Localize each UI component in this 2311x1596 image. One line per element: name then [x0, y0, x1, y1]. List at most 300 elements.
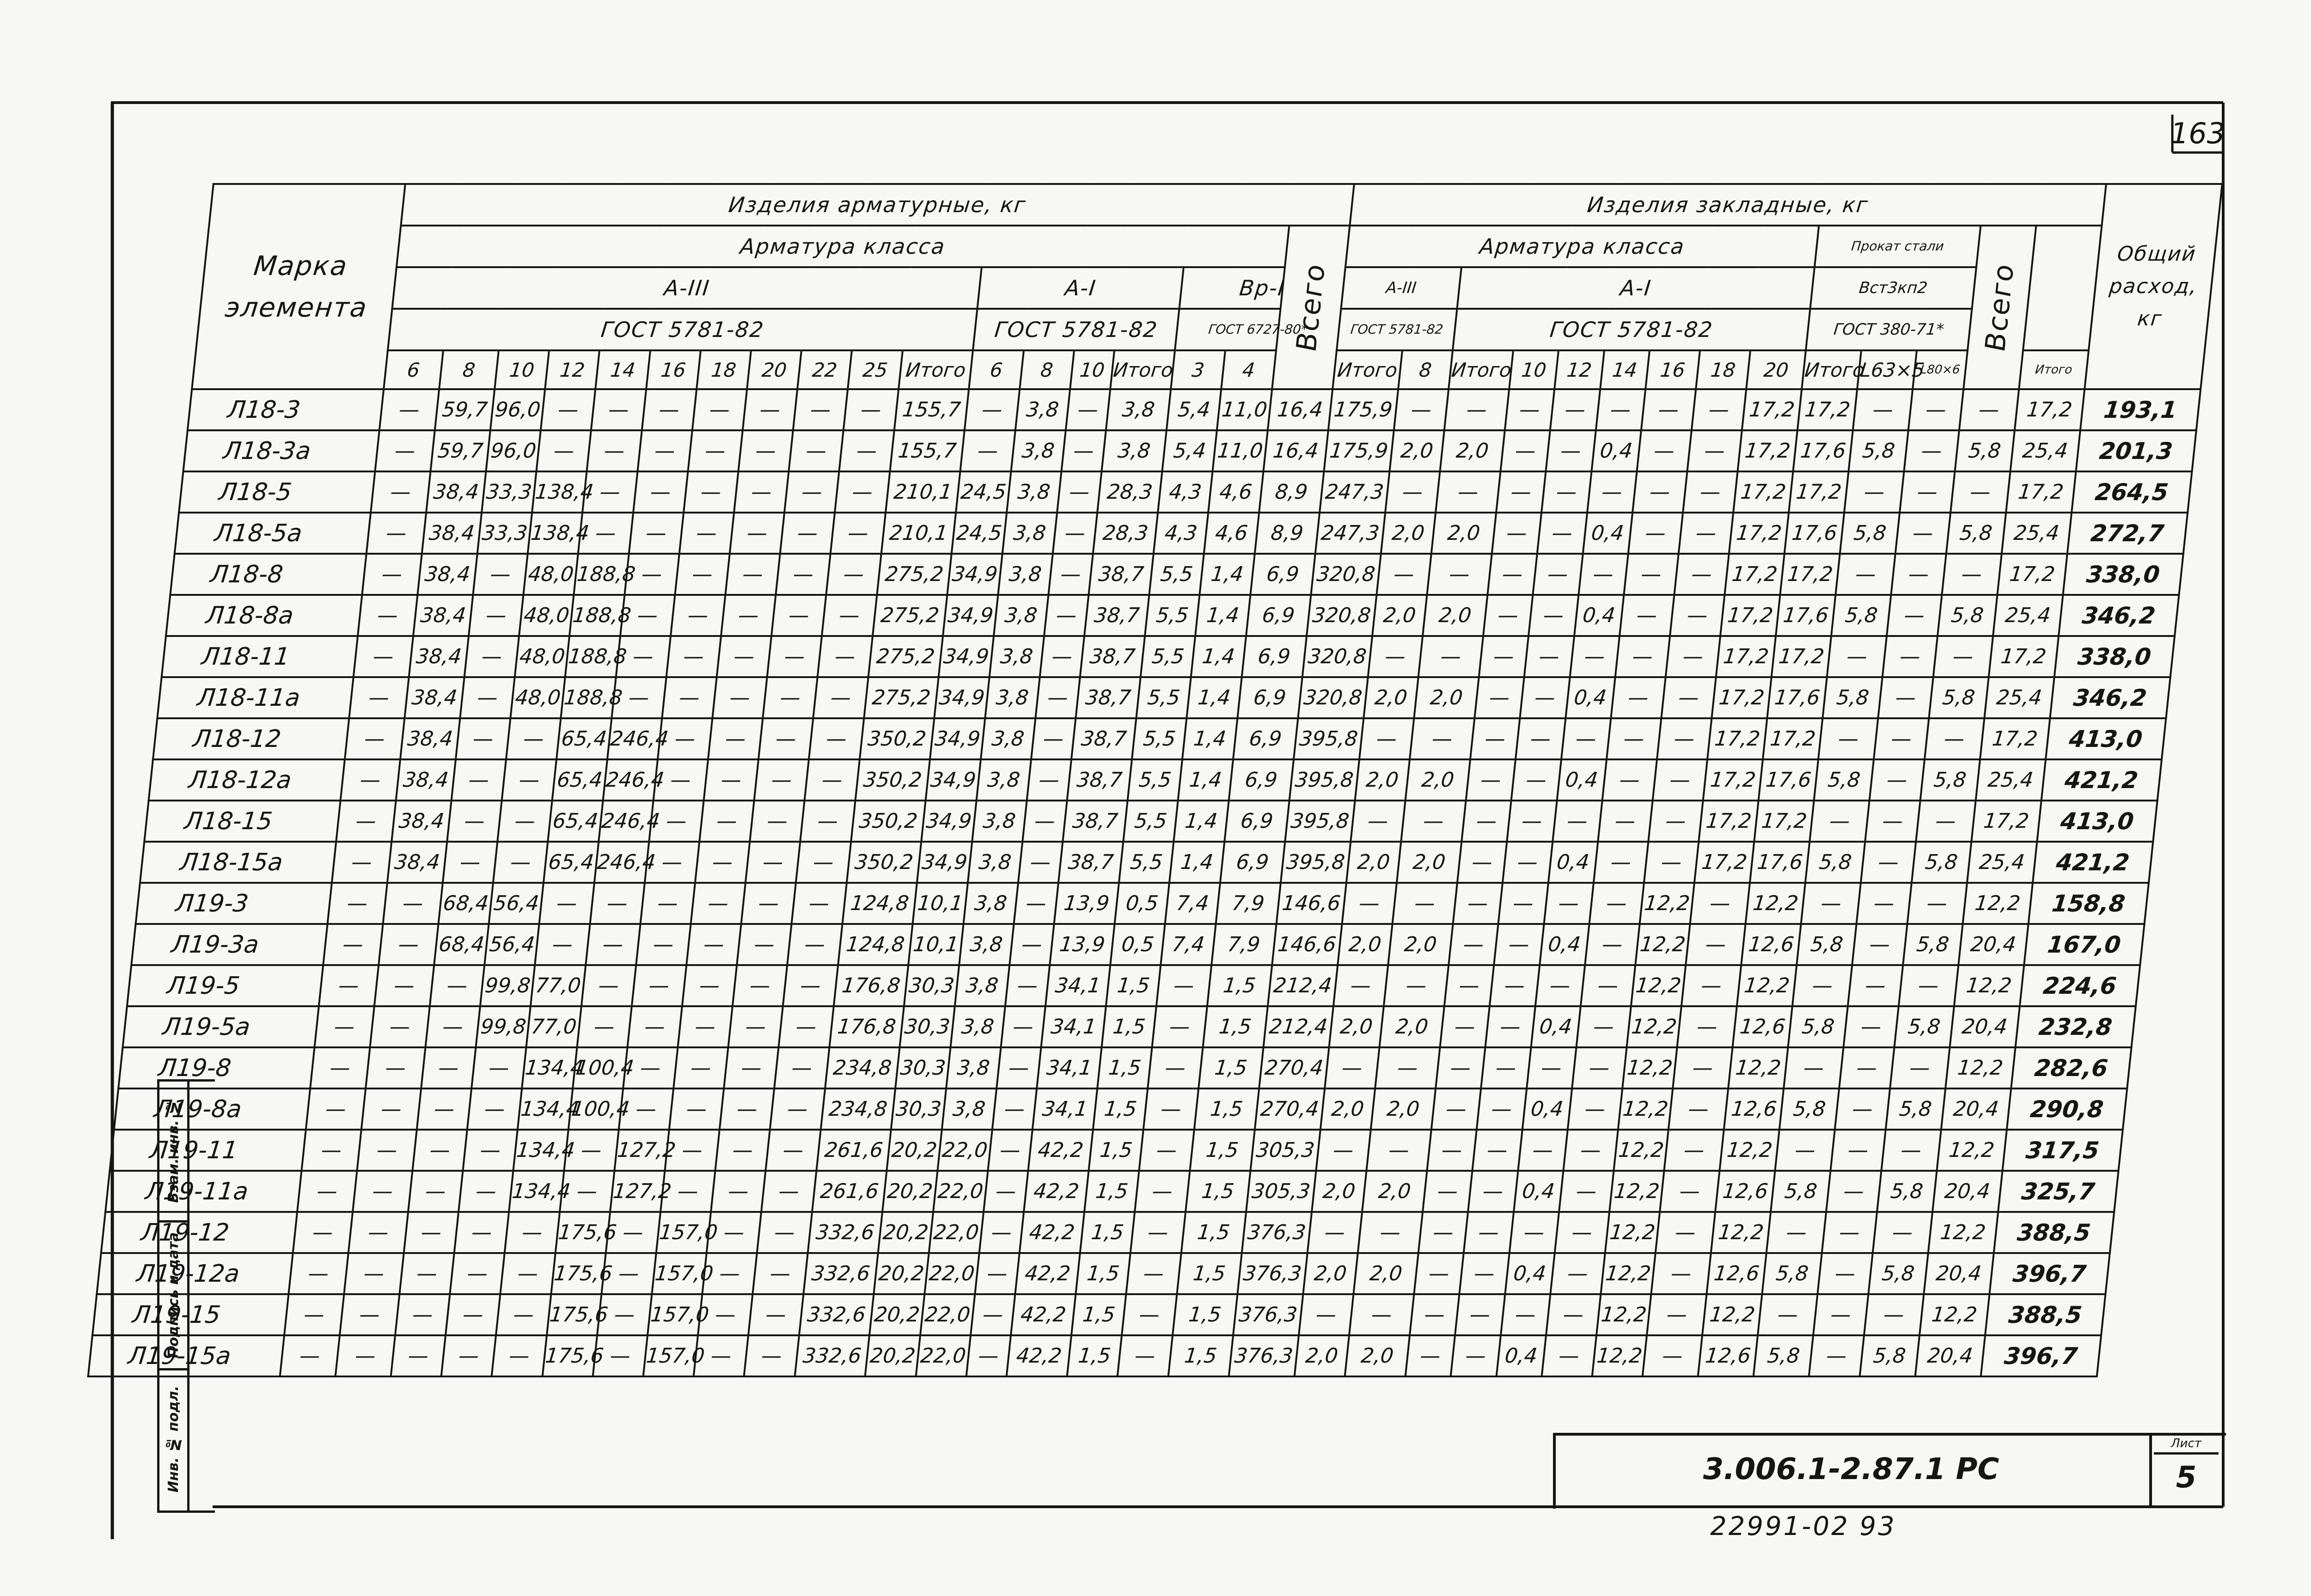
- table-cell: —: [1418, 636, 1483, 677]
- table-cell: 22,0: [924, 1253, 979, 1294]
- table-cell: 1,5: [1102, 1006, 1157, 1047]
- size-header: 10: [495, 350, 549, 389]
- table-cell: 5,4: [1162, 430, 1217, 471]
- table-cell: 28,3: [1093, 513, 1158, 554]
- table-cell: 3,8: [946, 1047, 1001, 1088]
- table-cell: 5,8: [1849, 430, 1908, 471]
- table-cell: —: [1679, 513, 1734, 554]
- table-cell: 38,4: [404, 677, 464, 718]
- table-cell: 1,5: [1198, 1047, 1264, 1088]
- table-cell: 332,6: [799, 1294, 874, 1335]
- table-cell: —: [379, 389, 439, 430]
- table-cell: 17,2: [1716, 636, 1776, 677]
- table-cell: 320,8: [1311, 554, 1381, 595]
- table-cell: 12,2: [1963, 883, 2032, 924]
- table-cell: —: [979, 1212, 1024, 1253]
- table-cell: —: [1044, 595, 1089, 636]
- table-cell: —: [362, 554, 422, 595]
- table-cell: —: [1835, 1088, 1890, 1130]
- table-cell: —: [1351, 801, 1406, 842]
- table-cell: —: [537, 430, 592, 471]
- table-cell: 3,8: [989, 636, 1044, 677]
- table-cell: 25,4: [1993, 595, 2063, 636]
- row-mark: Л18-5а: [175, 513, 371, 554]
- table-cell: 65,4: [544, 842, 599, 883]
- table-cell: 5,8: [1797, 924, 1857, 965]
- table-cell: 1,5: [1173, 1294, 1238, 1335]
- table-cell: 395,8: [1285, 801, 1355, 842]
- table-row: [170, 554, 2183, 595]
- size-header: 18: [1696, 350, 1750, 389]
- table-cell: —: [314, 1006, 374, 1047]
- table-cell: —: [1632, 471, 1687, 513]
- table-cell: —: [671, 595, 726, 636]
- size-header: 8: [439, 350, 499, 389]
- table-cell: —: [738, 430, 793, 471]
- table-cell: 38,4: [391, 801, 451, 842]
- table-cell: —: [1870, 759, 1925, 801]
- table-cell: 5,8: [1938, 595, 1997, 636]
- table-cell: —: [1455, 1294, 1505, 1335]
- table-cell: —: [349, 677, 409, 718]
- table-cell: 6,9: [1241, 636, 1307, 677]
- table-cell: 12,2: [1614, 1130, 1669, 1171]
- table-cell: —: [332, 842, 391, 883]
- table-cell: 24,5: [956, 471, 1011, 513]
- table-cell: —: [629, 513, 684, 554]
- table-cell: 33,3: [482, 471, 537, 513]
- table-cell: —: [733, 965, 788, 1006]
- table-cell: 2,0: [1414, 677, 1479, 718]
- table-cell: 12,6: [1698, 1335, 1758, 1376]
- table-cell: —: [665, 1130, 720, 1171]
- table-cell: —: [1653, 759, 1708, 801]
- table-cell: 12,2: [1737, 965, 1797, 1006]
- table-cell: 17,2: [1797, 389, 1857, 430]
- table-cell: —: [447, 801, 502, 842]
- table-cell: —: [611, 677, 666, 718]
- row-mark: Л19-15а: [88, 1335, 284, 1376]
- table-cell: 48,0: [515, 636, 570, 677]
- table-cell: 134,4: [518, 1088, 573, 1130]
- table-cell: —: [1358, 1212, 1423, 1253]
- inventory-number: 22991-02 93: [1710, 1511, 1896, 1541]
- table-cell: —: [704, 759, 759, 801]
- gost-a3-header: ГОСТ 5781-82: [388, 309, 978, 350]
- table-cell: —: [636, 924, 691, 965]
- size-header: L63×5: [1857, 350, 1917, 389]
- table-cell: —: [1865, 801, 1920, 842]
- table-cell: —: [284, 1294, 344, 1335]
- table-cell: 48,0: [511, 677, 566, 718]
- table-cell: —: [1810, 801, 1870, 842]
- table-cell: —: [1410, 718, 1474, 759]
- table-row: [183, 430, 2196, 471]
- table-cell: 8,9: [1259, 471, 1324, 513]
- table-cell: —: [1299, 1294, 1354, 1335]
- table-cell: —: [1477, 1088, 1527, 1130]
- table-cell: —: [1844, 471, 1904, 513]
- table-cell: —: [1342, 883, 1397, 924]
- table-cell: —: [1890, 1047, 1950, 1088]
- table-cell: —: [1836, 554, 1895, 595]
- side-cell: [159, 1370, 187, 1508]
- table-cell: 48,0: [519, 595, 574, 636]
- table-cell: 16,4: [1267, 389, 1333, 430]
- table-cell: 421,2: [2033, 842, 2153, 883]
- table-cell: 5,5: [1136, 677, 1191, 718]
- list-label: Лист: [2154, 1437, 2219, 1455]
- table-cell: —: [1440, 1006, 1490, 1047]
- table-cell: 395,8: [1281, 842, 1351, 883]
- table-cell: 124,8: [842, 883, 917, 924]
- table-cell: 275,2: [864, 677, 939, 718]
- table-cell: —: [1470, 718, 1520, 759]
- table-cell: —: [1801, 883, 1861, 924]
- table-cell: 0,4: [1496, 1335, 1546, 1376]
- table-cell: 421,2: [2041, 759, 2162, 801]
- table-cell: —: [753, 1253, 808, 1294]
- table-cell: —: [340, 1294, 399, 1335]
- table-cell: —: [623, 1047, 678, 1088]
- table-cell: —: [463, 1130, 518, 1171]
- table-cell: —: [493, 842, 548, 883]
- table-cell: —: [673, 1047, 728, 1088]
- table-cell: 332,6: [795, 1335, 869, 1376]
- table-cell: 12,2: [1937, 1130, 2006, 1171]
- table-cell: —: [1520, 677, 1570, 718]
- table-cell: 5,8: [1912, 842, 1971, 883]
- row-mark: Л18-5: [179, 471, 375, 513]
- table-cell: 1,5: [1168, 1335, 1233, 1376]
- table-cell: 3,8: [963, 883, 1018, 924]
- table-cell: —: [1848, 965, 1903, 1006]
- table-cell: 5,8: [1877, 1171, 1937, 1212]
- table-cell: —: [1874, 718, 1929, 759]
- table-cell: 5,8: [1868, 1253, 1928, 1294]
- table-cell: 3,8: [954, 965, 1009, 1006]
- table-cell: 175,6: [547, 1294, 602, 1335]
- table-cell: 17,2: [1720, 595, 1780, 636]
- table-cell: —: [783, 965, 838, 1006]
- table-cell: —: [581, 965, 636, 1006]
- side-label: Подпись и дата: [165, 1232, 182, 1358]
- table-cell: —: [412, 1130, 467, 1171]
- table-cell: —: [660, 1171, 715, 1212]
- table-cell: —: [280, 1335, 340, 1376]
- table-cell: —: [645, 842, 700, 883]
- table-cell: —: [1587, 471, 1637, 513]
- table-cell: 175,6: [542, 1335, 597, 1376]
- size-header: 14: [596, 350, 650, 389]
- table-cell: —: [1053, 513, 1098, 554]
- table-cell: 22,0: [920, 1294, 975, 1335]
- table-cell: —: [758, 718, 813, 759]
- page-number: 163: [2170, 116, 2225, 150]
- table-cell: —: [450, 1253, 505, 1294]
- table-cell: 3,8: [1002, 513, 1057, 554]
- table-cell: —: [1492, 513, 1542, 554]
- table-cell: 6,9: [1220, 842, 1285, 883]
- table-cell: —: [728, 1006, 783, 1047]
- table-cell: 12,2: [1954, 965, 2024, 1006]
- table-cell: —: [399, 1253, 454, 1294]
- table-cell: —: [560, 1171, 615, 1212]
- table-cell: —: [653, 759, 708, 801]
- table-cell: —: [587, 430, 642, 471]
- table-cell: —: [404, 1212, 459, 1253]
- table-cell: —: [792, 883, 847, 924]
- table-cell: —: [498, 801, 553, 842]
- table-cell: 3,8: [950, 1006, 1005, 1047]
- table-cell: —: [1048, 554, 1093, 595]
- table-cell: —: [997, 1047, 1041, 1088]
- table-row: [114, 1088, 2127, 1130]
- table-cell: 234,8: [825, 1047, 900, 1088]
- table-row: [175, 513, 2188, 554]
- table-cell: 17,2: [1729, 513, 1789, 554]
- row-mark: Л18-11: [162, 636, 358, 677]
- vr1-header: Вр-I: [1180, 267, 1345, 309]
- table-cell: 17,6: [1776, 595, 1835, 636]
- table-cell: —: [627, 1006, 682, 1047]
- table-cell: 3,8: [1015, 389, 1070, 430]
- table-cell: —: [744, 1335, 799, 1376]
- table-cell: 7,4: [1161, 924, 1216, 965]
- table-cell: —: [1681, 965, 1741, 1006]
- table-cell: 2,0: [1353, 1253, 1418, 1294]
- table-cell: —: [748, 1294, 803, 1335]
- table-row: [140, 842, 2153, 883]
- table-cell: —: [1541, 471, 1591, 513]
- table-cell: 5,5: [1128, 759, 1183, 801]
- table-cell: 395,8: [1294, 718, 1363, 759]
- table-cell: 34,1: [1037, 1047, 1101, 1088]
- table-cell: —: [1822, 1212, 1877, 1253]
- table-cell: 33,3: [477, 513, 532, 554]
- table-cell: 157,0: [648, 1294, 703, 1335]
- table-cell: 38,7: [1058, 842, 1123, 883]
- table-cell: 1,5: [1203, 1006, 1268, 1047]
- table-cell: 65,4: [552, 759, 607, 801]
- table-cell: —: [306, 1088, 366, 1130]
- table-cell: —: [649, 801, 704, 842]
- table-cell: 290,8: [2006, 1088, 2127, 1130]
- table-cell: —: [1494, 924, 1544, 965]
- row-mark: Л18-12а: [149, 759, 345, 801]
- table-cell: 13,9: [1050, 924, 1114, 965]
- table-cell: —: [771, 595, 826, 636]
- table-cell: 12,2: [1601, 1253, 1656, 1294]
- table-cell: 12,2: [1592, 1335, 1647, 1376]
- table-cell: 12,2: [1618, 1088, 1673, 1130]
- table-cell: —: [288, 1253, 348, 1294]
- table-cell: 338,0: [2063, 554, 2183, 595]
- table-cell: 2,0: [1294, 1335, 1349, 1376]
- table-cell: —: [1578, 554, 1628, 595]
- table-cell: 1,5: [1067, 1335, 1122, 1376]
- size-header: 12: [1554, 350, 1604, 389]
- table-cell: —: [1457, 842, 1507, 883]
- table-cell: 346,2: [2059, 595, 2179, 636]
- table-cell: 5,5: [1149, 554, 1204, 595]
- table-cell: 396,7: [1981, 1335, 2101, 1376]
- table-cell: 4,3: [1158, 471, 1213, 513]
- table-cell: —: [1666, 636, 1721, 677]
- table-cell: 77,0: [526, 1006, 581, 1047]
- table-cell: 6,9: [1246, 595, 1311, 636]
- table-cell: —: [417, 1088, 472, 1130]
- table-cell: —: [1585, 924, 1640, 965]
- table-cell: 20,2: [869, 1294, 924, 1335]
- table-cell: —: [1878, 677, 1933, 718]
- table-cell: —: [1809, 1335, 1864, 1376]
- table-cell: 1,5: [1089, 1130, 1144, 1171]
- row-mark: Л18-8: [170, 554, 366, 595]
- table-cell: 38,7: [1084, 595, 1149, 636]
- table-cell: 5,5: [1123, 801, 1178, 842]
- table-cell: 34,9: [943, 595, 998, 636]
- table-cell: —: [1436, 1047, 1486, 1088]
- table-cell: —: [1563, 1130, 1618, 1171]
- table-cell: 12,2: [1631, 965, 1686, 1006]
- table-cell: 127,2: [614, 1130, 669, 1171]
- doc-code: 3.006.1-2.87.1 РС: [1703, 1452, 1999, 1486]
- table-cell: —: [1518, 1130, 1568, 1171]
- gost-a1-header: ГОСТ 5781-82: [973, 309, 1179, 350]
- table-cell: 34,9: [939, 636, 994, 677]
- side-cell: [159, 1082, 187, 1223]
- table-cell: —: [1481, 1047, 1531, 1088]
- table-cell: —: [669, 1088, 724, 1130]
- table-cell: 5,8: [1955, 430, 2014, 471]
- table-cell: 146,6: [1272, 924, 1342, 965]
- table-cell: 59,7: [430, 430, 490, 471]
- table-cell: 0,5: [1110, 924, 1165, 965]
- table-cell: —: [1444, 965, 1494, 1006]
- table-cell: —: [1550, 1253, 1605, 1294]
- table-cell: 127,2: [610, 1171, 665, 1212]
- table-cell: 13,9: [1054, 883, 1119, 924]
- table-cell: 134,4: [509, 1171, 564, 1212]
- table-cell: 22,0: [937, 1130, 992, 1171]
- table-cell: —: [1418, 1212, 1468, 1253]
- table-cell: 212,4: [1263, 1006, 1333, 1047]
- table-cell: 30,3: [891, 1088, 946, 1130]
- table-cell: 17,2: [2015, 389, 2085, 430]
- prokat-gost-header: ГОСТ 380-71*: [1806, 309, 1972, 350]
- table-cell: —: [1152, 1006, 1207, 1047]
- table-cell: 12,2: [1596, 1294, 1651, 1335]
- table-cell: —: [678, 1006, 733, 1047]
- table-cell: —: [720, 1088, 775, 1130]
- table-cell: —: [686, 924, 741, 965]
- table-cell: 1,5: [1071, 1294, 1126, 1335]
- table-cell: 12,2: [1622, 1047, 1677, 1088]
- table-cell: —: [793, 389, 848, 430]
- table-cell: 4,6: [1204, 513, 1259, 554]
- table-cell: —: [780, 513, 835, 554]
- table-cell: 30,3: [896, 1047, 951, 1088]
- table-cell: —: [1427, 554, 1492, 595]
- table-cell: 210,1: [886, 471, 960, 513]
- table-cell: —: [734, 471, 789, 513]
- table-cell: 38,4: [413, 595, 473, 636]
- table-cell: 320,8: [1302, 636, 1372, 677]
- row-mark: Л18-15а: [140, 842, 336, 883]
- table-cell: 5,8: [1788, 1006, 1848, 1047]
- table-cell: 376,3: [1229, 1335, 1298, 1376]
- table-cell: 38,7: [1063, 801, 1127, 842]
- table-cell: —: [1677, 1006, 1737, 1047]
- table-cell: —: [1464, 1212, 1514, 1253]
- table-cell: —: [441, 1335, 496, 1376]
- table-cell: 38,7: [1080, 636, 1145, 677]
- table-cell: 224,6: [2019, 965, 2140, 1006]
- table-cell: 12,2: [1626, 1006, 1681, 1047]
- table-cell: 138,4: [528, 513, 583, 554]
- table-cell: —: [698, 1294, 753, 1335]
- table-cell: —: [301, 1130, 361, 1171]
- table-cell: —: [606, 1212, 661, 1253]
- vsego-header: Всего: [1272, 226, 1350, 389]
- table-cell: 4,6: [1208, 471, 1263, 513]
- table-cell: —: [1550, 389, 1600, 430]
- table-cell: —: [1775, 1130, 1835, 1171]
- table-cell: —: [1148, 1047, 1203, 1088]
- table-cell: 3,8: [976, 759, 1031, 801]
- table-cell: —: [1657, 718, 1712, 759]
- table-cell: 1,4: [1174, 801, 1229, 842]
- table-cell: —: [1570, 636, 1620, 677]
- table-cell: 188,8: [569, 595, 624, 636]
- table-cell: —: [743, 389, 798, 430]
- table-cell: 17,6: [1759, 759, 1818, 801]
- table-cell: —: [1533, 554, 1583, 595]
- row-mark: Л19-12: [101, 1212, 297, 1253]
- table-cell: 38,4: [396, 759, 456, 801]
- table-cell: —: [675, 554, 730, 595]
- zakl-class-header: Арматура класса: [1345, 226, 1819, 267]
- table-cell: 65,4: [556, 718, 611, 759]
- table-cell: —: [357, 1130, 416, 1171]
- table-cell: 7,9: [1216, 883, 1281, 924]
- table-cell: 3,8: [972, 801, 1027, 842]
- table-cell: 2,0: [1303, 1253, 1358, 1294]
- table-cell: 17,2: [1699, 801, 1758, 842]
- table-cell: 350,2: [851, 801, 926, 842]
- table-cell: 17,2: [1971, 801, 2041, 842]
- table-cell: 1,5: [1076, 1253, 1131, 1294]
- table-cell: —: [1118, 1335, 1173, 1376]
- table-cell: 42,2: [1020, 1212, 1084, 1253]
- table-cell: —: [1607, 718, 1662, 759]
- table-cell: —: [1444, 389, 1509, 430]
- table-cell: —: [750, 801, 805, 842]
- table-cell: 5,5: [1132, 718, 1187, 759]
- table-cell: —: [1624, 554, 1679, 595]
- table-cell: —: [754, 759, 809, 801]
- table-cell: 17,6: [1767, 677, 1827, 718]
- prokat-header: Прокат стали: [1815, 226, 1981, 267]
- table-cell: —: [1690, 883, 1750, 924]
- table-cell: —: [984, 1171, 1028, 1212]
- table-cell: —: [460, 677, 515, 718]
- table-cell: 25,4: [2010, 430, 2080, 471]
- table-cell: 1,5: [1106, 965, 1161, 1006]
- table-cell: —: [691, 883, 746, 924]
- table-cell: 270,4: [1255, 1088, 1325, 1130]
